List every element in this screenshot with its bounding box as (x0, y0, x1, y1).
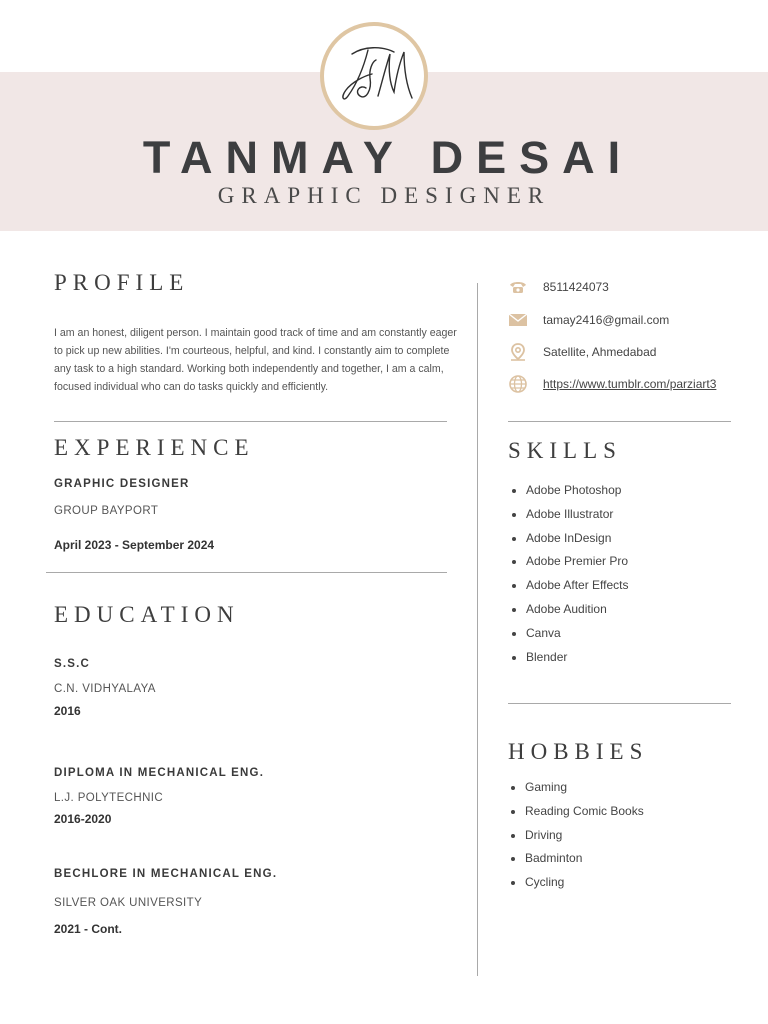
skill-item: • Adobe Audition (526, 598, 629, 622)
education-org: SILVER OAK UNIVERSITY (54, 897, 203, 909)
skill-item: • Adobe After Effects (526, 574, 629, 598)
education-heading: EDUCATION (54, 602, 240, 627)
hobby-item: • Driving (525, 824, 644, 848)
profile-text: I am an honest, diligent person. I maintain good track of time and am constantly eager to pick up new abilities. I'm courteous, helpful, and kind. I constantly aim to complete any task to a high standard. Working both independently and together, I am a calm, focused individual who can do tasks quickly and efficiently. (54, 327, 457, 393)
skill-item: • Canva (526, 622, 629, 646)
education-title: S.S.C (54, 658, 91, 670)
hobby-item: • Cycling (525, 871, 644, 895)
hobby-item: • Gaming (525, 776, 644, 800)
globe-icon (508, 374, 528, 394)
skills-list (508, 479, 629, 669)
candidate-name: TANMAY DESAI (142, 132, 634, 183)
monogram-signature-icon (324, 26, 424, 126)
mail-icon (508, 310, 528, 330)
experience-heading: EXPERIENCE (54, 435, 255, 460)
email-address[interactable]: tamay2416@gmail.com (543, 313, 670, 327)
experience-date: April 2023 - September 2024 (54, 538, 215, 552)
skill-item: • Blender (526, 646, 629, 670)
education-date: 2016 (54, 704, 81, 718)
website-link[interactable]: https://www.tumblr.com/parziart3 (543, 377, 717, 391)
skills-heading: SKILLS (508, 438, 622, 463)
hobbies-heading: HOBBIES (508, 739, 649, 764)
education-title: BECHLORE IN MECHANICAL ENG. (54, 868, 278, 880)
education-title: DIPLOMA IN MECHANICAL ENG. (54, 767, 265, 779)
education-date: 2016-2020 (54, 812, 112, 826)
experience-title: GRAPHIC DESIGNER (54, 478, 190, 490)
monogram-logo (320, 22, 428, 130)
column-separator (477, 283, 478, 976)
divider (54, 421, 447, 422)
hobby-item: • Badminton (525, 847, 644, 871)
education-org: C.N. VIDHYALAYA (54, 683, 156, 695)
education-date: 2021 - Cont. (54, 922, 123, 936)
education-org: L.J. POLYTECHNIC (54, 792, 164, 804)
phone-icon (508, 277, 528, 297)
location-pin-icon (508, 342, 528, 362)
hobby-item: • Reading Comic Books (525, 800, 644, 824)
skill-item: • Adobe Premier Pro (526, 550, 629, 574)
skill-item: • Adobe InDesign (526, 527, 629, 551)
experience-org: GROUP BAYPORT (54, 505, 159, 517)
skill-item: • Adobe Illustrator (526, 503, 629, 527)
candidate-title: GRAPHIC DESIGNER (217, 183, 551, 208)
hobbies-list (507, 776, 644, 895)
divider (508, 703, 731, 704)
location-text: Satellite, Ahmedabad (543, 345, 657, 359)
phone-number: 8511424073 (543, 280, 609, 294)
divider (508, 421, 731, 422)
divider (46, 572, 447, 573)
profile-heading: PROFILE (54, 270, 190, 295)
skill-item: • Adobe Photoshop (526, 479, 629, 503)
